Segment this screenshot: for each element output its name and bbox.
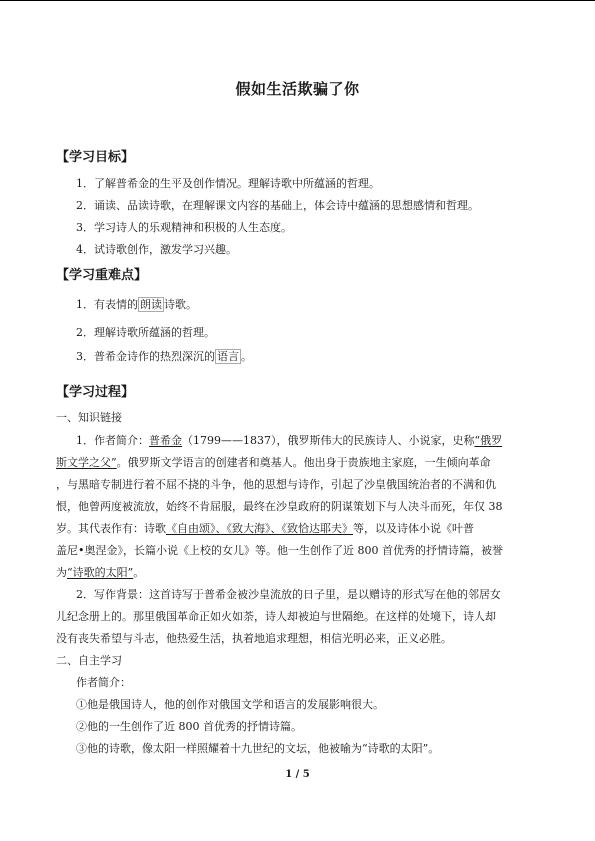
text: 1．有表情的 <box>76 298 138 311</box>
boxed-word: 语言 <box>217 350 239 363</box>
text: 。 <box>241 350 252 363</box>
goal-item: 3．学习诗人的乐观精神和积极的人生态度。 <box>76 221 292 234</box>
paragraph-line <box>76 434 502 448</box>
underlined-text: “诗歌的太阳” <box>67 566 134 579</box>
author-point: ①他是俄国诗人，他的创作对俄国文学和语言的发展影响很大。 <box>76 698 384 711</box>
text: 诗歌。 <box>164 298 197 311</box>
paragraph-line <box>56 456 491 470</box>
underlined-text: 《自由颂》、《致大海》、《致恰达耶夫》 <box>166 522 353 535</box>
author-point: ③他的诗歌，像太阳一样照耀着十九世纪的文坛，他被喻为“诗歌的太阳”。 <box>76 742 440 755</box>
text: （1799——1837），俄罗斯伟大的民族诗人、小说家，史称 <box>182 434 475 447</box>
key-point-item <box>76 298 197 312</box>
paragraph-line: 恨，他曾两度被流放，始终不肯屈服，最终在沙皇政府的阴谋策划下与人决斗而死，年仅 38 <box>56 500 503 513</box>
goal-item: 1．了解普希金的生平及创作情况。理解诗歌中所蕴涵的哲理。 <box>76 177 380 190</box>
paragraph-line: 2．写作背景：这首诗写于普希金被沙皇流放的日子里，是以赠诗的形式写在他的邻居女 <box>76 588 501 601</box>
heading-learning-process: 【学习过程】 <box>56 385 135 400</box>
underlined-text: “俄罗 <box>474 434 503 447</box>
paragraph-line <box>56 566 144 580</box>
boxed-word: 朗读 <box>140 298 162 311</box>
paragraph-line: 没有丧失希望与斗志，他热爱生活，执着地追求理想，相信光明必来，正义必胜。 <box>56 632 452 645</box>
paragraph-line <box>56 522 474 536</box>
heading-learning-goals: 【学习目标】 <box>56 150 135 165</box>
text: 。 <box>133 566 145 579</box>
text: 岁。其代表作有：诗歌 <box>56 522 166 535</box>
text: 。俄罗斯文学语言的创建者和奠基人。他出身于贵族地主家庭，一生倾向革命 <box>116 456 491 469</box>
underlined-text: 普希金 <box>149 434 182 447</box>
text: 3．普希金诗作的热烈深沉的 <box>76 350 215 363</box>
text: 等，以及诗体小说《叶普 <box>353 522 474 535</box>
key-point-item: 2．理解诗歌所蕴涵的哲理。 <box>76 326 215 339</box>
paragraph-line: 盖尼•奥涅金》，长篇小说《上校的女儿》等。他一生创作了近 800 首优秀的抒情诗篇，被誉 <box>56 544 503 557</box>
goal-item: 4．试诗歌创作，激发学习兴趣。 <box>76 243 237 256</box>
key-point-item <box>76 350 252 364</box>
text: 1．作者简介： <box>76 434 149 447</box>
subheading-self-study: 二、自主学习 <box>56 654 122 667</box>
heading-key-points: 【学习重难点】 <box>56 268 148 283</box>
goal-item: 2．诵读、品读诗歌，在理解课文内容的基础上，体会诗中蕴涵的思想感情和哲理。 <box>76 199 479 212</box>
paragraph-line: 儿纪念册上的。那里俄国革命正如火如荼，诗人却被迫与世隔绝。在这样的处境下，诗人却 <box>56 610 496 623</box>
paragraph-line: ，与黑暗专制进行着不屈不挠的斗争，他的思想与诗作，引起了沙皇俄国统治者的不满和仇 <box>56 478 496 491</box>
page-title: 假如生活欺骗了你 <box>235 80 360 98</box>
author-point: ②他的一生创作了近 800 首优秀的抒情诗篇。 <box>76 720 302 733</box>
underlined-text: 斯文学之父” <box>56 456 117 469</box>
author-intro-label: 作者简介： <box>76 676 131 689</box>
subheading-knowledge-link: 一、知识链接 <box>56 411 122 424</box>
text: 为 <box>56 566 67 579</box>
page-number: 1 / 5 <box>285 769 310 780</box>
